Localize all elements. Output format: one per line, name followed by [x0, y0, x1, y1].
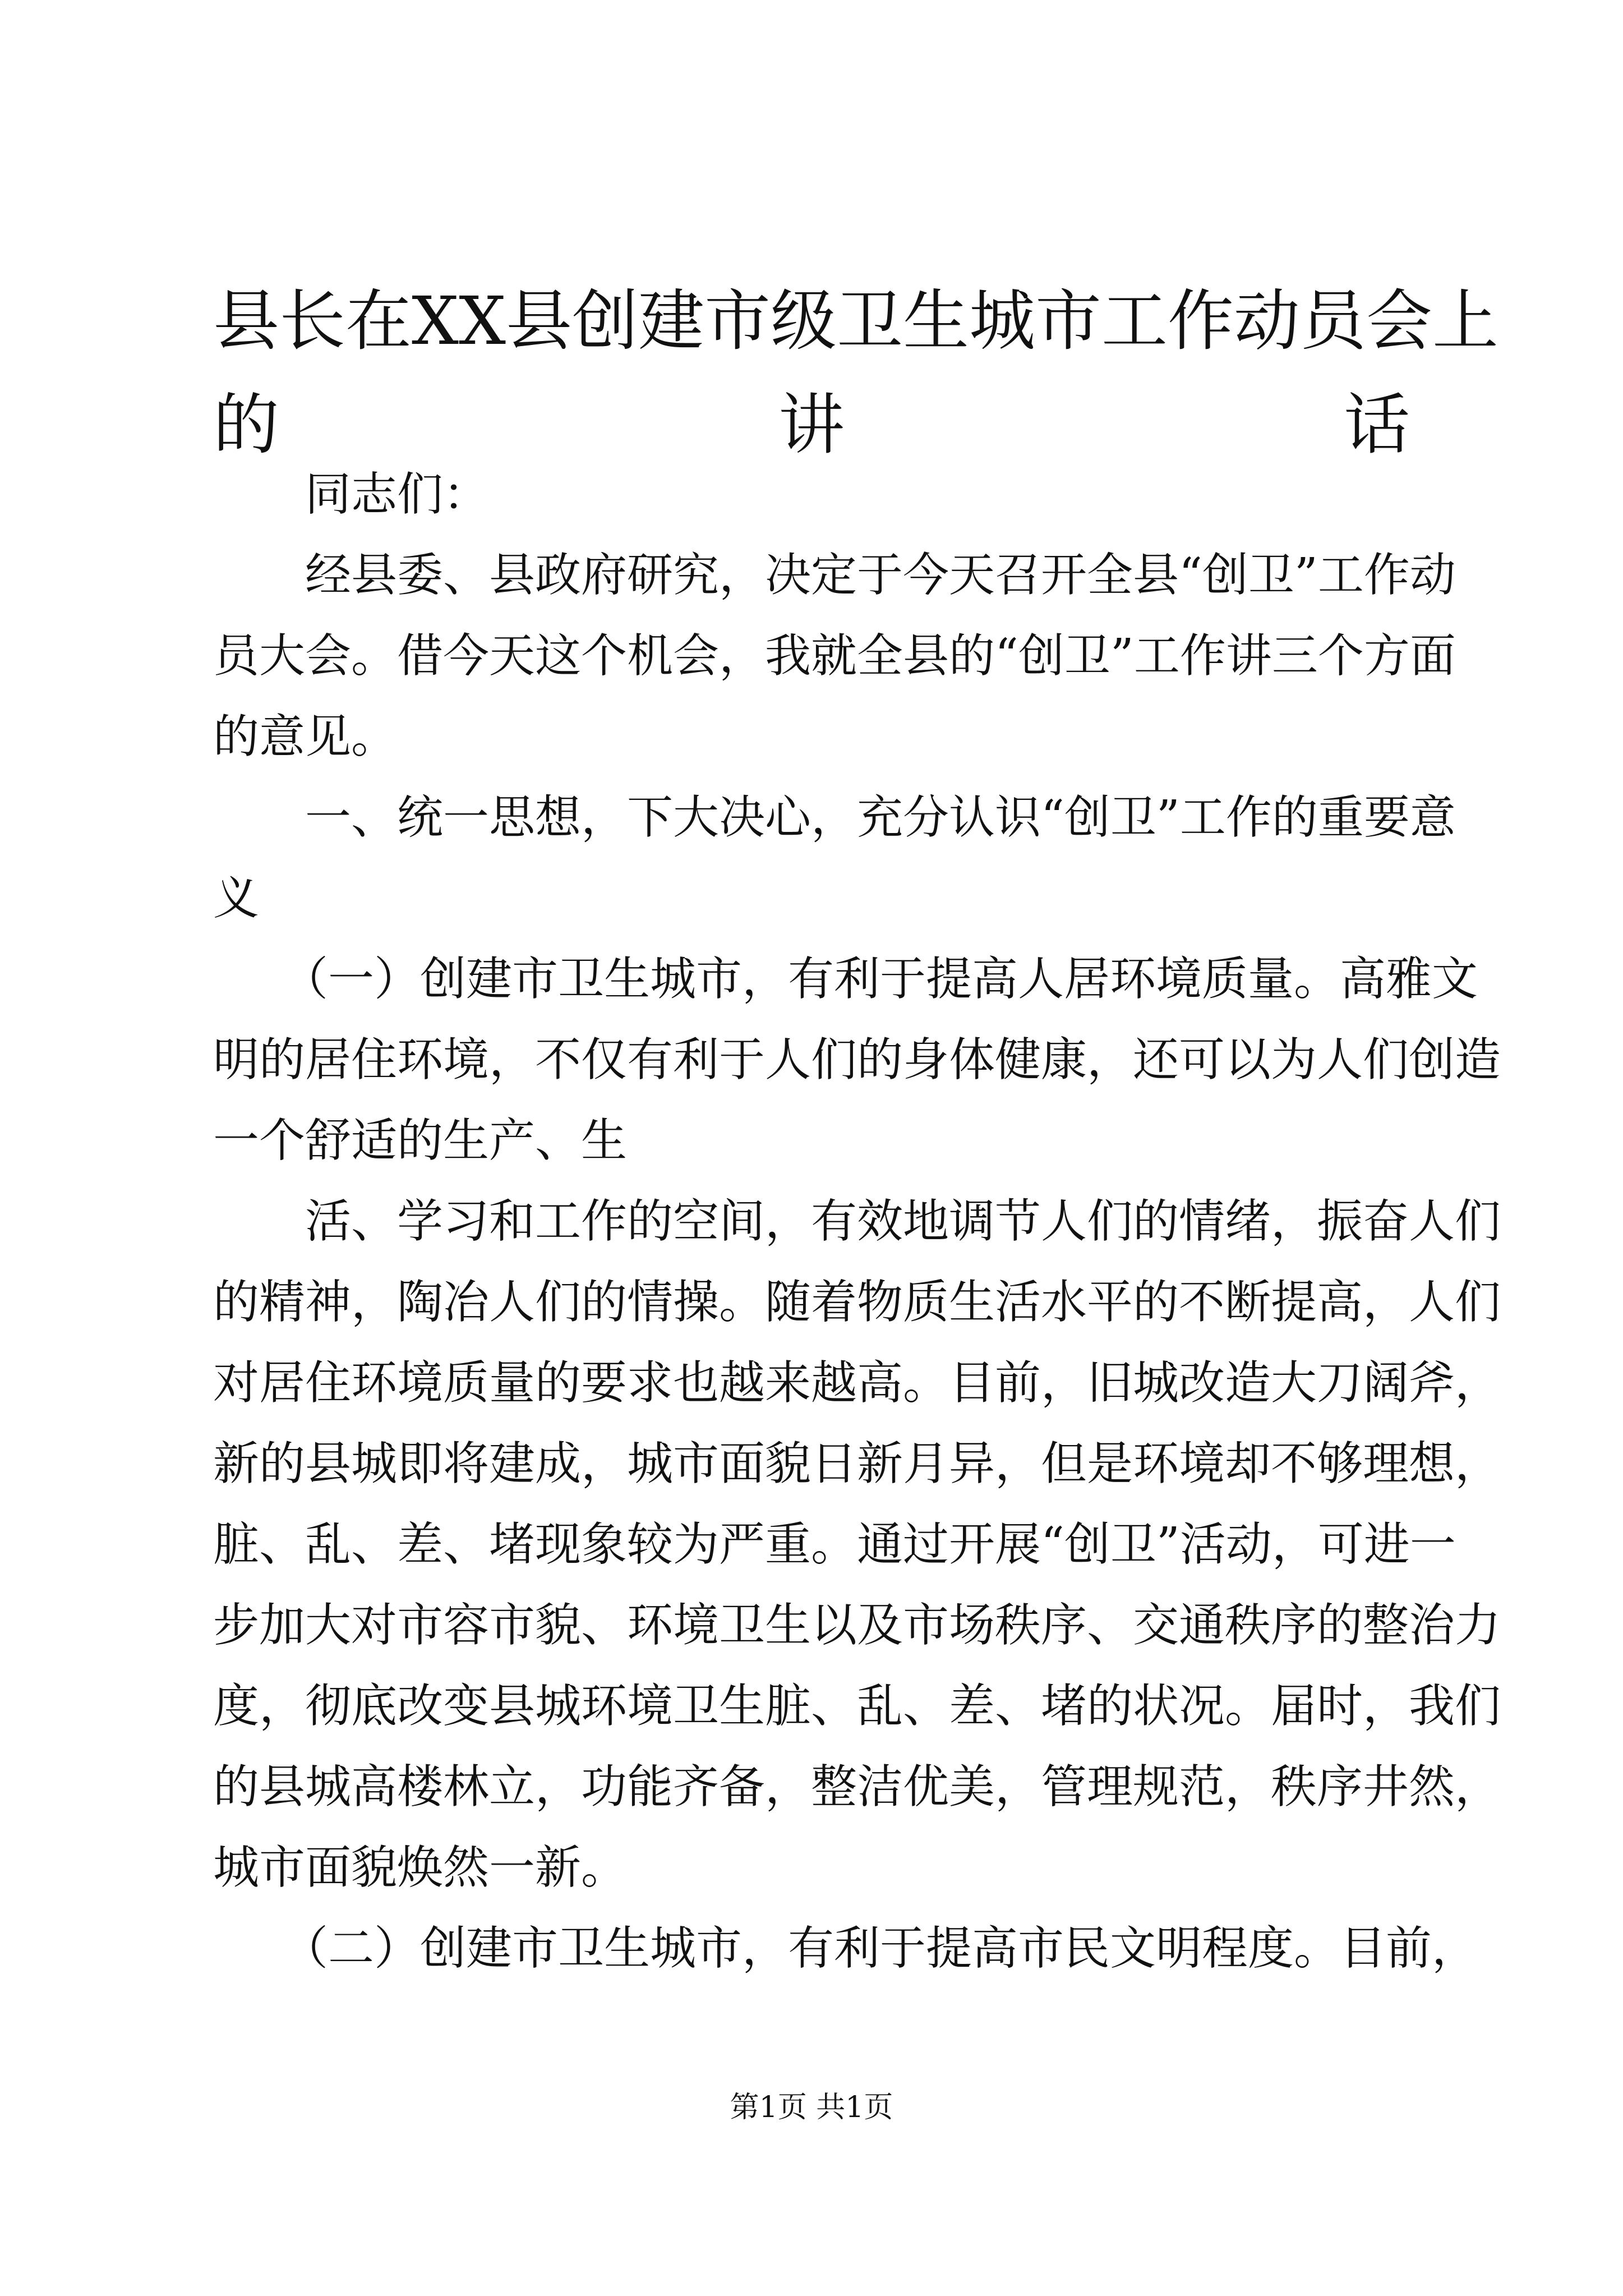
text-line: 脏、乱、差、堵现象较为严重。通过开展“创卫”活动，可进一 — [213, 1518, 1456, 1571]
text-line: 义 — [213, 872, 260, 925]
title-line: 县长在XX县创建市级卫生城市工作动员会上 — [213, 282, 1499, 360]
text-line: 经县委、县政府研究，决定于今天召开全县“创卫”工作动 — [213, 549, 1456, 602]
paragraph-point-2 — [213, 1908, 1478, 1989]
text-line: （二）创建市卫生城市，有利于提高市民文明程度。目前， — [213, 1922, 1478, 1975]
text-line: 同志们： — [213, 468, 490, 521]
text-line: 的县城高楼林立，功能齐备，整洁优美，管理规范，秩序井然， — [213, 1760, 1501, 1814]
text-line: 员大会。借今天这个机会，我就全县的“创卫”工作讲三个方面 — [213, 629, 1456, 683]
text-line: 的精神，陶冶人们的情操。随着物质生活水平的不断提高，人们 — [213, 1276, 1501, 1329]
text-line: 步加大对市容市貌、环境卫生以及市场秩序、交通秩序的整治力 — [213, 1599, 1501, 1652]
text-line: 新的县城即将建成，城市面貌日新月异，但是环境却不够理想， — [213, 1437, 1501, 1490]
text-line: （一）创建市卫生城市，有利于提高人居环境质量。高雅文 — [213, 953, 1478, 1006]
text-line: 明的居住环境，不仅有利于人们的身体健康，还可以为人们创造 — [213, 1033, 1501, 1087]
title-line: 的讲话 — [213, 386, 1410, 463]
paragraph-point-1 — [213, 939, 1501, 1181]
text-line: 对居住环境质量的要求也越来越高。目前，旧城改造大刀阔斧， — [213, 1356, 1501, 1410]
text-line: 度，彻底改变县城环境卫生脏、乱、差、堵的状况。届时，我们 — [213, 1680, 1501, 1733]
paragraph-point-1-continued — [213, 1181, 1501, 1908]
text-line: 一、统一思想，下大决心，充分认识“创卫”工作的重要意 — [213, 791, 1456, 844]
text-line: 一个舒适的生产、生 — [213, 1114, 628, 1167]
paragraph-salutation — [213, 454, 1410, 535]
paragraph-intro — [213, 535, 1456, 777]
document-body — [213, 454, 1501, 1989]
section-heading-1 — [213, 777, 1456, 939]
text-line: 活、学习和工作的空间，有效地调节人们的情绪，振奋人们 — [213, 1195, 1501, 1248]
text-line: 城市面貌焕然一新。 — [213, 1841, 628, 1894]
document-title — [213, 269, 1499, 477]
text-line: 的意见。 — [213, 710, 398, 763]
page-footer: 第1页 共1页 — [730, 2091, 893, 2124]
